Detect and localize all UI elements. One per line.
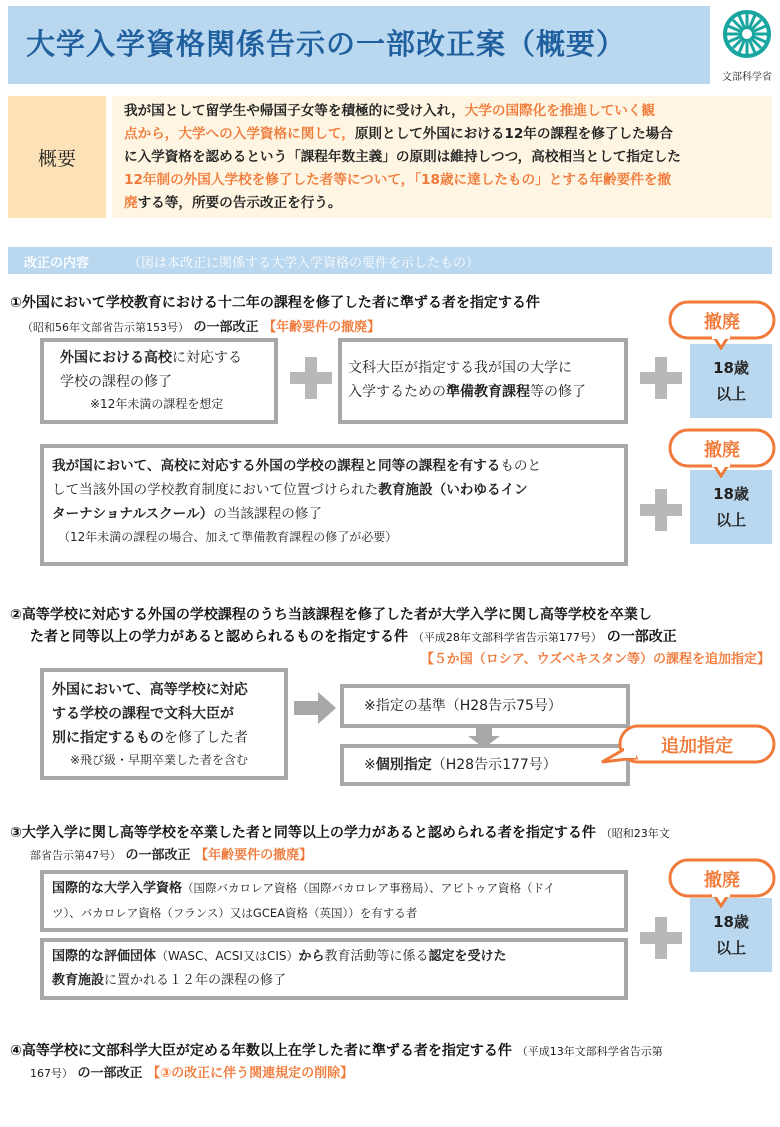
item1-boxB-line2c: 等の修了 [530, 384, 586, 400]
ministry-logo [716, 2, 778, 84]
item3-box2-rest1: （WASC、ACSI又はCIS） [156, 949, 299, 963]
item2-criteria-box [340, 684, 630, 728]
item4-subheading [30, 1062, 353, 1081]
summary-text [124, 100, 770, 215]
section-note: （図は本改正に関係する大学入学資格の要件を示したもの） [128, 256, 480, 271]
item3-ref-a: （昭和23年文 [600, 827, 670, 840]
item1-boxC-line3b: の当該課程の修了 [213, 506, 322, 522]
summary-line4: 12年制の外国人学校を修了した者等について，「18歳に達したもの」とする年齢要件を撤 [124, 172, 672, 188]
item2-left-line1: 外国において、高等学校に対応 [52, 682, 248, 698]
item3-heading: ③大学入学に関し高等学校を卒業した者と同等以上の学力があると認められる者を指定する件 [10, 825, 596, 841]
item3-box-2 [40, 938, 628, 1000]
item2-left-line3b: を修了した者 [164, 730, 248, 746]
plus-icon [638, 912, 684, 970]
item2-heading-line2-row [30, 626, 677, 646]
arrow-right-icon [294, 692, 336, 724]
age-line2: 以上 [715, 385, 746, 403]
summary-label: 概要 [37, 148, 76, 170]
item2-left-line2: する学校の課程で文科大臣が [52, 706, 234, 722]
item3-revision: の一部改正 [125, 848, 191, 863]
plus-icon [638, 484, 684, 542]
item1-age-box-1 [690, 344, 772, 418]
summary-line5b: する等，所要の告示改正を行う。 [137, 195, 342, 211]
summary-line1a: 我が国として留学生や帰国子女等を積極的に受け入れ， [124, 103, 465, 119]
item4-ref-a: （平成13年文部科学省告示第 [516, 1045, 663, 1058]
section-title: 改正の内容 [24, 256, 90, 271]
item2-individual-a: ※ [364, 757, 376, 773]
item1-boxB-line1: 文科大臣が指定する我が国の大学に [348, 360, 572, 376]
item2-left-line3a: 別に指定するもの [52, 730, 164, 746]
item3-box2-bold2: から [298, 949, 325, 964]
summary-line5a: 廃 [124, 195, 138, 211]
item2-individual-box [340, 744, 630, 786]
item1-box-a [40, 338, 278, 424]
age-line1: 18歳 [713, 913, 749, 931]
item3-box2-bold: 国際的な評価団体 [52, 949, 157, 964]
item2-individual-b: 個別指定 [375, 757, 432, 773]
item1-box-c [40, 444, 628, 566]
item1-boxB-line2b: 準備教育課程 [446, 384, 530, 400]
plus-icon [638, 352, 684, 410]
item2-ref: （平成28年文部科学省告示第177号） [412, 631, 602, 644]
item2-left-note: ※飛び級・早期卒業した者を含む [70, 753, 249, 767]
item2-heading-line2: た者と同等以上の学力があると認められるものを指定する件 [30, 629, 408, 645]
item3-heading-row [10, 822, 670, 842]
item1-boxC-line2b: 教育施設（いわゆるイン [378, 482, 528, 498]
item1-boxA-line2: 学校の課程の修了 [60, 374, 172, 390]
item3-ref-b: 部省告示第47号） [30, 849, 121, 862]
logo-emblem-icon [716, 2, 778, 66]
item3-tag: 【年齢要件の撤廃】 [195, 848, 313, 863]
age-line1: 18歳 [713, 485, 749, 503]
item1-callout-2: 撤廃 [704, 440, 740, 461]
item2-revision: の一部改正 [606, 629, 677, 645]
item3-box2-bold3: 認定を受けた [428, 949, 507, 964]
item1-box-b [338, 338, 628, 424]
item1-callout-1: 撤廃 [704, 312, 740, 333]
item1-revision: の一部改正 [193, 320, 259, 335]
item1-ref: （昭和56年文部省告示第153号） [22, 321, 189, 334]
item1-boxC-line2a: して当該外国の学校教育制度において位置づけられた [52, 482, 379, 498]
item3-box1-rest1: （国際バカロレア資格（国際バカロレア事務局）、アビトゥア資格（ドイ [182, 881, 555, 895]
item1-tag: 【年齢要件の撤廃】 [263, 320, 381, 335]
item2-left-box [40, 668, 288, 780]
item3-box2-line2-rest: に置かれる１２年の課程の修了 [104, 973, 287, 988]
age-line2: 以上 [715, 511, 746, 529]
age-line2: 以上 [715, 939, 746, 957]
item1-boxC-note: （12年未満の課程の場合、加えて準備教育課程の修了が必要） [58, 530, 398, 544]
item1-age-box-2 [690, 470, 772, 544]
item1-boxC-line3a: ターナショナルスクール） [52, 506, 214, 522]
item4-tag: 【③の改正に伴う関連規定の削除】 [147, 1066, 354, 1081]
item3-box2-line2-bold: 教育施設 [52, 973, 105, 988]
summary-line2b: 原則として外国における12年の課程を修了した場合 [354, 126, 673, 142]
item4-heading-row [10, 1040, 663, 1060]
item3-box-1 [40, 870, 628, 932]
item1-boxA-rest: に対応する [172, 350, 242, 366]
item3-box1-rest2: ツ）、バカロレア資格（フランス）又はGCEA資格（英国））を有する者 [52, 906, 418, 920]
item1-boxA-note: ※12年未満の課程を想定 [90, 397, 224, 411]
item3-box1-bold: 国際的な大学入学資格 [52, 881, 183, 896]
item1-subheading [22, 316, 380, 335]
item1-boxC-line1b: ものと [500, 458, 542, 474]
summary-line2a: 点から，大学への入学資格に関して， [124, 126, 355, 142]
item2-heading-line1: ②高等学校に対応する外国の学校課程のうち当該課程を修了した者が大学入学に関し高等学校を卒業し [10, 607, 652, 623]
age-line1: 18歳 [713, 359, 749, 377]
item1-heading: ①外国において学校教育における十二年の課程を修了した者に準ずる者を指定する件 [10, 295, 540, 311]
item3-subheading [30, 844, 312, 863]
summary-line1b: 大学の国際化を推進していく観 [464, 103, 655, 119]
item1-boxA-bold: 外国における高校 [60, 350, 172, 366]
item4-ref-b: 167号） [30, 1067, 73, 1080]
item4-revision: の一部改正 [77, 1066, 143, 1081]
plus-icon [288, 352, 334, 410]
item3-box2-rest2: 教育活動等に係る [324, 949, 429, 964]
item3-age-box [690, 898, 772, 972]
item3-callout: 撤廃 [704, 870, 740, 891]
item2-criteria: ※指定の基準（H28告示75号） [364, 698, 562, 714]
item4-heading: ④高等学校に文部科学大臣が定める年数以上在学した者に準ずる者を指定する件 [10, 1043, 512, 1059]
item2-callout: 追加指定 [661, 736, 733, 757]
summary-line3: に入学資格を認めるという「課程年数主義」の原則は維持しつつ，高校相当として指定した [124, 149, 681, 165]
logo-text: 文部科学省 [722, 72, 772, 83]
item2-tag: 【５か国（ロシア、ウズベキスタン等）の課程を追加指定】 [420, 652, 770, 667]
item2-individual-c: （H28告示177号） [431, 757, 557, 773]
page-title: 大学入学資格関係告示の一部改正案（概要） [26, 27, 627, 61]
item1-boxC-line1a: 我が国において、高校に対応する外国の学校の課程と同等の課程を有する [52, 458, 501, 474]
item1-boxB-line2a: 入学するための [348, 384, 446, 400]
